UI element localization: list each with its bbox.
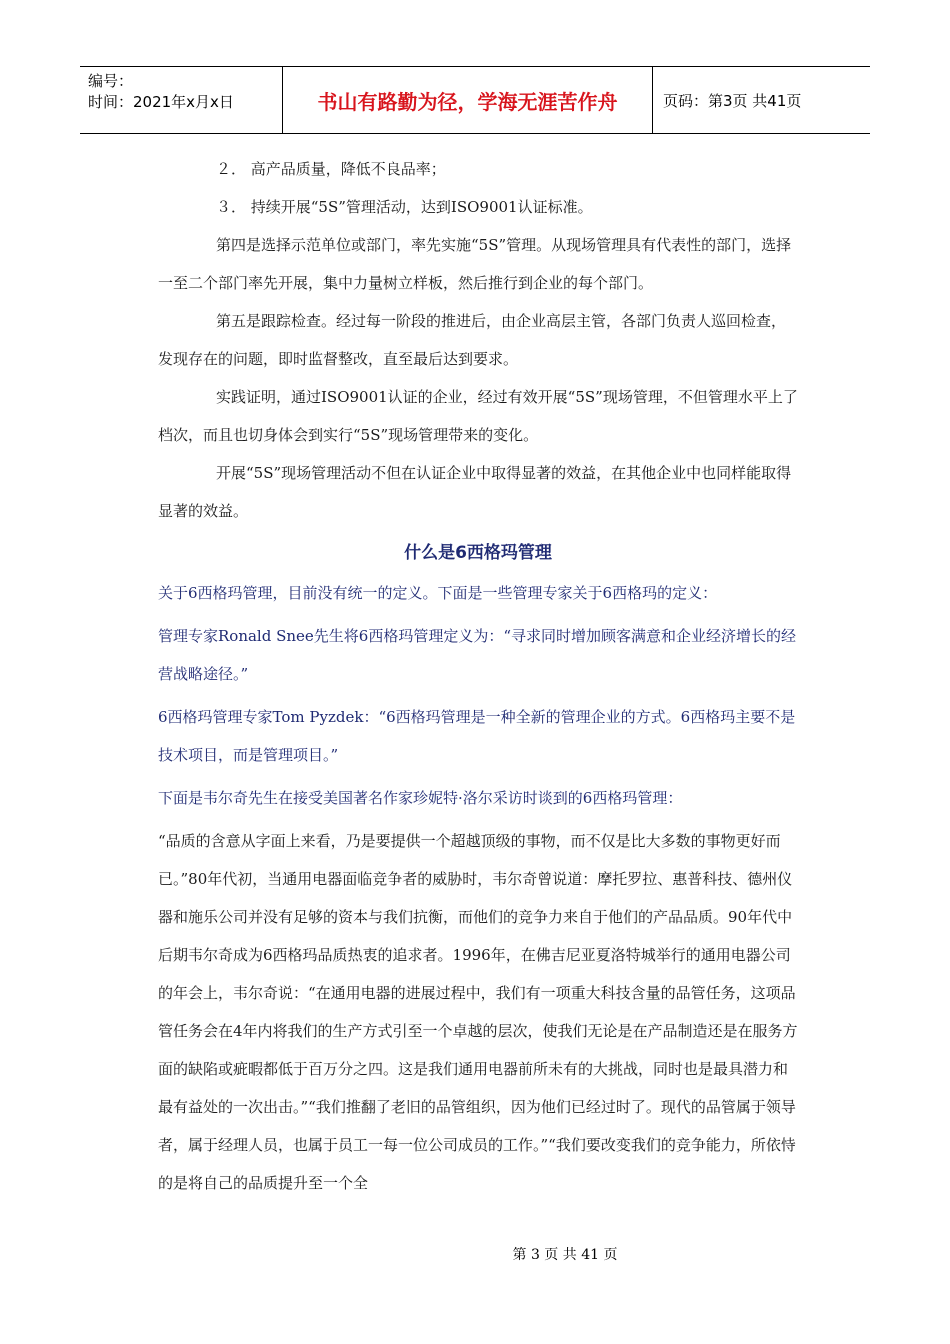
paragraph: ３． 持续开展“5S”管理活动，达到ISO9001认证标准。 bbox=[216, 198, 593, 216]
paragraph: 第五是跟踪检查。经过每一阶段的推进后，由企业高层主管，各部门负责人巡回检查，发现存在的问题，即时监督整改，直至最后达到要求。 bbox=[158, 312, 787, 368]
paragraph: 管理专家Ronald Snee先生将6西格玛管理定义为：“寻求同时增加顾客满意和企业经济增长的经营战略途径。” bbox=[158, 627, 797, 683]
paragraph: 开展“5S”现场管理活动不但在认证企业中取得显著的效益，在其他企业中也同样能取得显著的效益。 bbox=[158, 464, 792, 520]
time-label: 时间：2021年x月x日 bbox=[88, 93, 234, 111]
header-page-label: 页码：第3页 共41页 bbox=[663, 91, 802, 110]
paragraph: 第四是选择示范单位或部门，率先实施“5S”管理。从现场管理具有代表性的部门，选择一至二个部门率先开展，集中力量树立样板，然后推行到企业的每个部门。 bbox=[158, 236, 792, 292]
page-footer: 第 3 页 共 41 页 bbox=[512, 1247, 618, 1263]
number-label: 编号： bbox=[88, 72, 134, 90]
section-title: 什么是6西格玛管理 bbox=[404, 543, 552, 563]
header-motto: 书山有路勤为径，学海无涯苦作舟 bbox=[283, 67, 653, 133]
paragraph: ２． 高产品质量，降低不良品率； bbox=[216, 160, 446, 178]
paragraph: 6西格玛管理专家Tom Pyzdek：“6西格玛管理是一种全新的管理企业的方式。6西格玛主要不是技术项目，而是管理项目。” bbox=[158, 708, 796, 764]
paragraph: “品质的含意从字面上来看，乃是要提供一个超越顶级的事物，而不仅是比大多数的事物更好而已。”80年代初，当通用电器面临竞争者的威胁时，韦尔奇曾说道：摩托罗拉、惠普科技、德州仪器和施乐公司并没有足够的资本与我们抗衡，而他们的竞争力来自于他们的产品品质。90年代中后期韦尔奇成为6西格玛品质热衷的追求者。1996年，在佛吉尼亚夏洛特城举行的通用电器公司的年会上，韦尔奇说：“在通用电器的进展过程中，我们有一项重大科技含量的品管任务，这项品管任务会在4年内将我们的生产方式引至一个卓越的层次，使我们无论是在产品制造还是在服务方面的缺陷或疵暇都低于百万分之四。这是我们通用电器前所未有的大挑战，同时也是最具潜力和最有益处的一次出击。”“我们推翻了老旧的品管组织，因为他们已经过时了。现代的品管属于领导者，属于经理人员，也属于员工一每一位公司成员的工作。”“我们要改变我们的竞争能力，所依恃的是将自己的品质提升至一个全 bbox=[158, 832, 798, 1192]
header-meta bbox=[80, 67, 283, 133]
paragraph: 实践证明，通过ISO9001认证的企业，经过有效开展“5S”现场管理，不但管理水平上了档次，而且也切身体会到实行“5S”现场管理带来的变化。 bbox=[158, 388, 798, 444]
paragraph: 下面是韦尔奇先生在接受美国著名作家珍妮特·洛尔采访时谈到的6西格玛管理： bbox=[158, 789, 683, 807]
paragraph: 关于6西格玛管理，目前没有统一的定义。下面是一些管理专家关于6西格玛的定义： bbox=[158, 584, 718, 602]
page-header bbox=[80, 66, 870, 134]
document-body bbox=[158, 150, 798, 1202]
